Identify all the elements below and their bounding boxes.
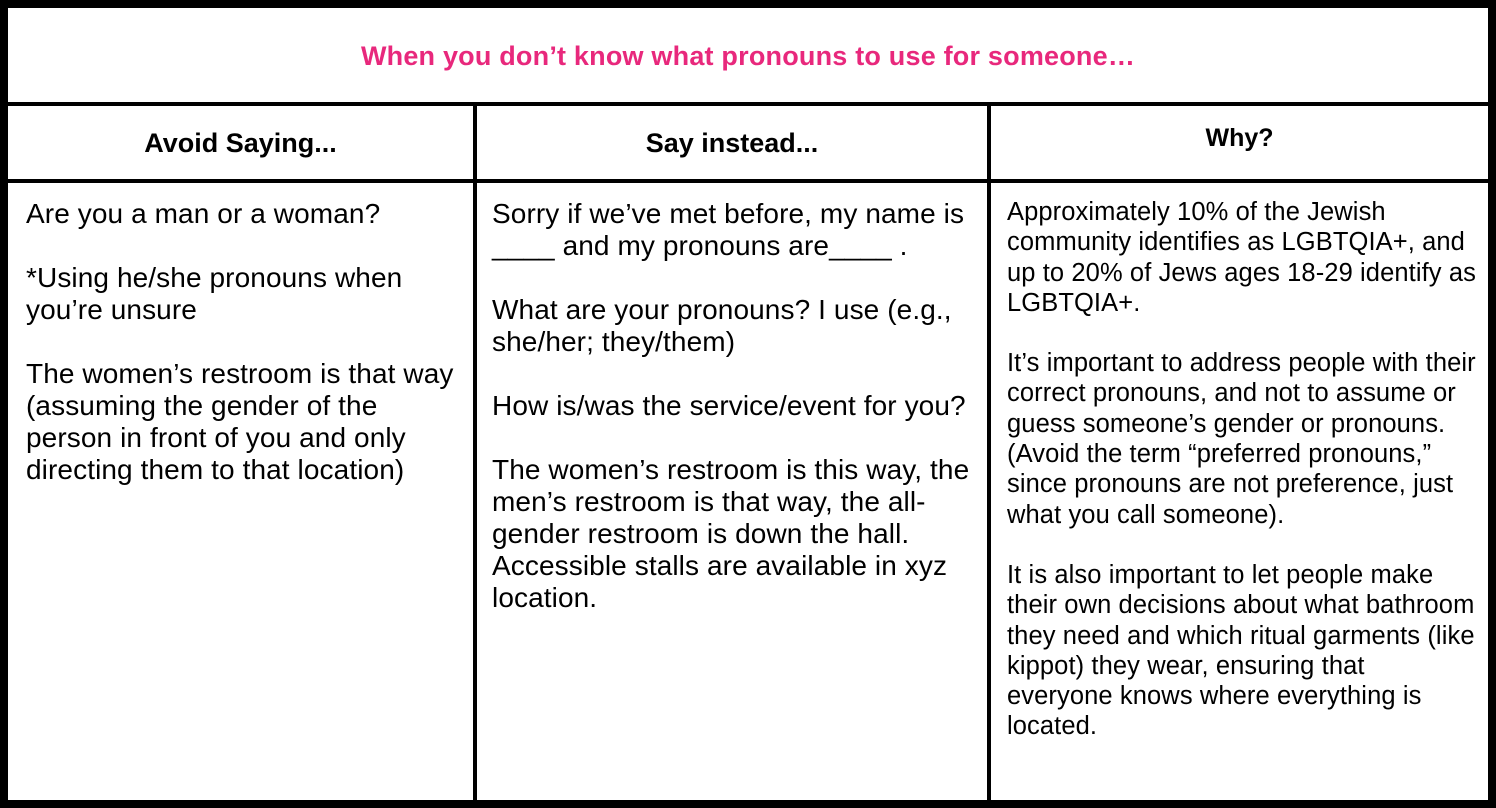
avoid-item: The women’s restroom is that way (assuming the gender of the person in front of you and only directing them to that location) — [26, 358, 454, 485]
table-border-right — [1488, 0, 1496, 808]
column-divider-2 — [987, 104, 991, 804]
why-item: It’s important to address people with their correct pronouns, and not to assume or guess someone’s gender or pronouns. (Avoid the term “preferred pronouns,” since pronouns are not preference, just what you call someone). — [1007, 349, 1476, 529]
table-border-top — [0, 0, 1496, 8]
table-border-bottom — [0, 800, 1496, 808]
column-divider-1 — [473, 104, 477, 804]
instead-item: Sorry if we’ve met before, my name is ____ and my pronouns are____ . — [492, 198, 965, 261]
why-item: Approximately 10% of the Jewish community identifies as LGBTQIA+, and up to 20% of Jews ages 18-29 identify as LGBTQIA+. — [1007, 198, 1476, 317]
avoid-saying-cell — [26, 198, 466, 518]
table-banner-title: When you don’t know what pronouns to use for someone… — [360, 41, 1136, 71]
why-item: It is also important to let people make their own decisions about what bathroom they need and which ritual garments (like kippot) they wear, ensuring that everyone knows where everything is located. — [1007, 560, 1475, 741]
instead-item: How is/was the service/event for you? — [492, 390, 966, 421]
header-why: Why? — [1205, 124, 1274, 152]
instead-item: What are your pronouns? I use (e.g., she/her; they/them) — [492, 294, 952, 357]
avoid-item: Are you a man or a woman? — [26, 198, 381, 229]
header-say-instead: Say instead... — [645, 128, 819, 158]
header-avoid-saying: Avoid Saying... — [144, 128, 337, 158]
avoid-item: *Using he/she pronouns when you’re unsure — [26, 262, 403, 325]
say-instead-cell — [492, 198, 980, 646]
table-border-left — [0, 0, 8, 808]
column-divider-1-top-stub — [473, 0, 477, 8]
why-cell — [1007, 197, 1477, 772]
column-divider-2-top-stub — [987, 0, 991, 8]
instead-item: The women’s restroom is this way, the men’s restroom is that way, the all-gender restroom is down the hall. Accessible stalls are available in xyz location. — [492, 454, 970, 613]
